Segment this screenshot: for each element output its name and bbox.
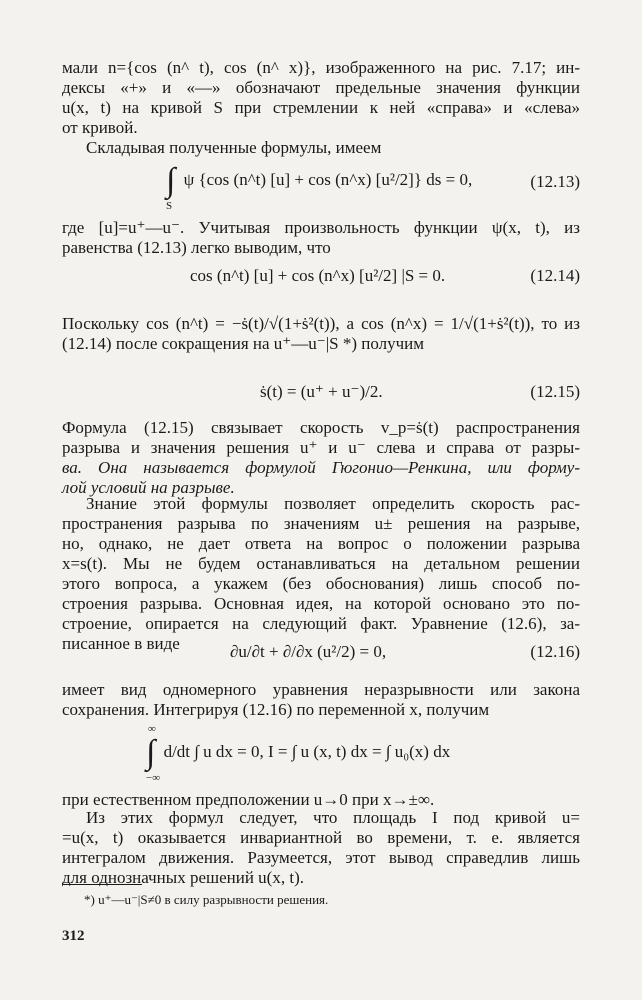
- integral-sign: ∫ ∞ −∞: [146, 723, 161, 784]
- paragraph-conservation: [62, 680, 580, 720]
- equation-integral-invariant: [62, 722, 580, 784]
- text-line: разрыва и значения решения u⁺ и u⁻ слева и справа от разры-: [62, 438, 580, 457]
- text-line: интегралом движения. Разумеется, этот вывод справедлив лишь: [62, 848, 580, 867]
- text-line: строения разрыва. Основная идея, на которой основано это по-: [62, 594, 580, 613]
- paragraph-cosines: [62, 314, 580, 354]
- text-line: (12.14) после сокращения на u⁺—u⁻|S *) получим: [62, 334, 425, 353]
- text-line: имеет вид одномерного уравнения неразрывности или закона: [62, 680, 580, 699]
- equation-number: (12.14): [530, 266, 580, 285]
- text-line: где [u]=u⁺—u⁻. Учитывая произвольность функции ψ(x, t), из: [62, 218, 580, 237]
- formula-text: d/dt ∫ u dx = 0, I = ∫ u (x, t) dx = ∫ u₀(x) dx: [163, 741, 451, 761]
- equation-number: (12.15): [530, 382, 580, 401]
- page-number: 312: [62, 928, 85, 944]
- equation-number: (12.16): [530, 642, 580, 661]
- equation-body: [162, 162, 473, 212]
- integral-upper-limit: ∞: [148, 723, 156, 735]
- paragraph-assumption: [62, 790, 580, 810]
- text-line: от кривой.: [62, 118, 138, 137]
- equation-12-14: [62, 258, 580, 298]
- text-line: дексы «+» и «—» обозначают предельные значения функции: [62, 78, 580, 97]
- text-line: лой условий на разрыве.: [62, 478, 235, 497]
- formula-text: ψ {cos (n^t) [u] + cos (n^x) [u²/2]} ds = 0,: [183, 169, 473, 189]
- text-line: мали n={cos (n^ t), cos (n^ x)}, изображенного на рис. 7.17; ин-: [62, 58, 580, 77]
- text-line: Из этих формул следует, что площадь I под кривой u=: [86, 808, 580, 827]
- text-line: при естественном предположении u→0 при x→±∞.: [62, 790, 435, 809]
- footnote-divider: [62, 884, 142, 885]
- formula-text: ṡ(t) = (u⁺ + u⁻)/2.: [260, 382, 383, 401]
- text-line: Поскольку cos (n^t) = −ṡ(t)/√(1+ṡ²(t)), a cos (n^x) = 1/√(1+ṡ²(t)), то из: [62, 314, 580, 333]
- text-line: писанное в виде: [62, 634, 180, 653]
- text-line: x=s(t). Мы не будем останавливаться на детальном решении: [62, 554, 580, 573]
- equation-12-15: [62, 372, 580, 412]
- contour-integral-sign: ∫ S: [166, 162, 176, 212]
- text-line: Знание этой формулы позволяет определить скорость рас-: [86, 494, 580, 513]
- text-line: пространения разрыва по значениям u± решения на разрыве,: [62, 514, 580, 533]
- paragraph-continuation: [62, 58, 580, 138]
- text-line: Складывая полученные формулы, имеем: [86, 138, 382, 157]
- text-line: для однозначных решений u(x, t).: [62, 868, 304, 887]
- formula-text: ∂u/∂t + ∂/∂x (u²/2) = 0,: [230, 642, 387, 661]
- text-line: строение, опирается на следующий факт. Уравнение (12.6), за-: [62, 614, 580, 633]
- equation-12-13: [62, 152, 580, 212]
- text-line: Формула (12.15) связывает скорость v_p=ṡ(t) распространения: [62, 418, 580, 437]
- text-line: этого вопроса, а укажем (без обоснования) лишь способ по-: [62, 574, 580, 593]
- equation-number: (12.13): [530, 172, 580, 191]
- text-line: равенства (12.13) легко выводим, что: [62, 238, 331, 257]
- integral-lower-limit: S: [166, 200, 173, 212]
- integral-lower-limit: −∞: [146, 772, 161, 784]
- footnote: *) u⁺—u⁻|S≠0 в силу разрывности решения.: [84, 892, 329, 907]
- text-line: =u(x, t) оказывается инвариантной во времени, т. е. является: [62, 828, 580, 847]
- text-line: u(x, t) на кривой S при стремлении к ней «справа» и «слева»: [62, 98, 580, 117]
- equation-12-16: [62, 628, 580, 674]
- text-line: сохранения. Интегрируя (12.16) по переменной x, получим: [62, 700, 490, 719]
- formula-text: cos (n^t) [u] + cos (n^x) [u²/2] |S = 0.: [190, 266, 446, 285]
- text-line: но, однако, не дает ответа на вопрос о положении разрыва: [62, 534, 580, 553]
- paragraph-hugoniot: [62, 418, 580, 498]
- text-line: ва. Она называется формулой Гюгонио—Ренкина, или форму-: [62, 458, 580, 477]
- equation-body: [142, 723, 451, 784]
- paragraph-1214-intro: [62, 218, 580, 258]
- paragraph-area-invariant: [62, 808, 580, 888]
